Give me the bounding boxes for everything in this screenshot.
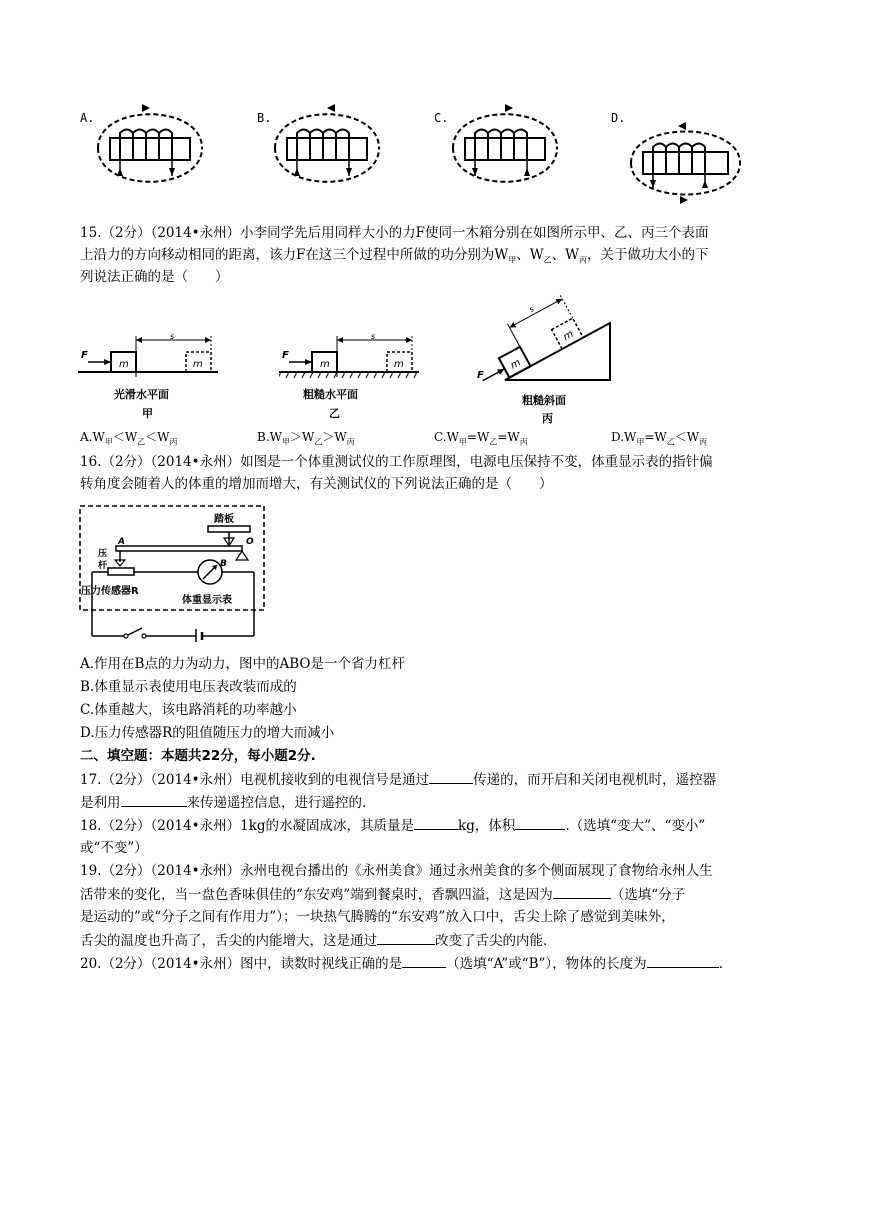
q15-jia-s: s	[170, 332, 175, 341]
q16-rod-label-1: 压	[98, 549, 108, 559]
q15-yi-m2: m	[394, 359, 404, 370]
q14-figure-b	[272, 98, 382, 198]
q20-blank-2[interactable]	[647, 953, 719, 968]
q15-line-3: 列说法正确的是（ ）	[80, 269, 229, 285]
q19-line-2: 活带来的变化，当一盘色香味俱佳的“东安鸡”端到餐桌时，香飘四溢，这是因为 （选填“分子	[80, 884, 685, 905]
q15-text-2: 上沿力的方向移动相同的距离，该力F在这三个过程中所做的功分别为W	[80, 247, 509, 263]
q19-line-1: 19.（2分）（2014•永州）永州电视台播出的《永州美食》通过永州美食的多个侧面展现了食物给永州人生	[80, 863, 713, 879]
q15-option-b: $B.W_甲>W_乙>W_丙$	[257, 430, 355, 447]
q19-blank-1[interactable]	[553, 884, 611, 899]
q15-sub-yi: 乙	[543, 255, 552, 265]
q15-jia-f: F	[81, 350, 88, 361]
q15-jia-surface: 光滑水平面	[114, 388, 169, 401]
q16-option-b: B.体重显示表使用电压表改装而成的	[80, 679, 297, 695]
q15-yi-name: 乙	[329, 407, 340, 420]
q17-line-2: 是利用 来传递遥控信息，进行遥控的.	[80, 792, 366, 813]
q16-line-2: 转角度会随着人的体重的增加而增大，有关测试仪的下列说法正确的是（ ）	[80, 476, 553, 492]
q15-option-c: $C.W_甲=W_乙=W_丙$	[434, 430, 528, 447]
q19-line-3: 是运动的”或“分子之间有作用力”）；一块热气腾腾的“东安鸡”放入口中，舌尖上除了感觉到美味外，	[80, 909, 675, 925]
q20-blank-1[interactable]	[402, 953, 446, 968]
q15-yi-surface: 粗糙水平面	[303, 388, 358, 401]
q15-option-d: $D.W_甲=W_乙<W_丙$	[611, 430, 708, 447]
q16-label-a: A	[118, 537, 125, 547]
q16-pedal-label: 踏板	[214, 514, 234, 525]
q15-line-2: 上沿力的方向移动相同的距离，该力F在这三个过程中所做的功分别为$W_甲$、$W_乙$、$W_丙$，关于做功大小的下	[80, 247, 709, 265]
q19-line-4: 舌尖的温度也升高了，舌尖的内能增大，这是通过 改变了舌尖的内能.	[80, 930, 547, 951]
q15-jia-name: 甲	[142, 407, 153, 420]
q16-line-1: 16.（2分）（2014•永州）如图是一个体重测试仪的工作原理图，电源电压保持不变，体重显示表的指针偏	[80, 454, 713, 470]
q16-figure	[78, 504, 268, 642]
q18-line-1: 18.（2分）（2014•永州）1kg的水凝固成冰，其质量是 kg，体积 .（选填“变大”、“变小”	[80, 815, 705, 836]
q14-option-d-label: D.	[611, 111, 626, 125]
q15-figure-bing	[470, 288, 620, 430]
q15-sub-jia: 甲	[508, 255, 517, 265]
section-2-heading: 二、填空题：本题共22分，每小题2分.	[80, 748, 316, 764]
q14-figure-d	[628, 118, 743, 208]
q14-option-c-label: C.	[434, 111, 449, 125]
q15-bing-name: 丙	[542, 412, 553, 425]
q15-jia-m1: m	[119, 359, 129, 370]
q18-line-2: 或“不变”）	[80, 840, 148, 856]
q15-jia-m2: m	[193, 359, 203, 370]
q18-blank-2[interactable]	[515, 815, 565, 830]
q15-figure-yi	[279, 332, 419, 430]
q15-line-1	[80, 223, 709, 243]
q15-yi-m1: m	[320, 359, 330, 370]
q15-bing-m2: m	[561, 328, 576, 344]
q17-line-1: 17.（2分）（2014•永州）电视机接收到的电视信号是通过 传递的，而开启和关闭电视机时，遥控器	[80, 769, 716, 790]
q15-option-a: $A.W_甲<W_乙<W_丙$	[80, 430, 178, 447]
q15-bing-f: F	[477, 370, 484, 381]
q16-option-d: D.压力传感器R的阻值随压力的增大而减小	[80, 725, 335, 741]
q20-line-1: 20.（2分）（2014•永州）图中，读数时视线正确的是 （选填“A”或“B”），物体的长度为 .	[80, 953, 723, 974]
q15-bing-s: s	[527, 304, 536, 315]
q16-rod-label-2: 杆	[98, 561, 108, 571]
q16-option-c: C.体重越大，该电路消耗的功率越小	[80, 702, 297, 718]
q15-sub-bing: 丙	[579, 255, 588, 265]
q17-blank-1[interactable]	[429, 769, 473, 784]
q15-yi-s: s	[371, 332, 376, 341]
q15-yi-f: F	[282, 350, 289, 361]
q14-figure-c	[450, 98, 560, 198]
q16-meter-label: 体重显示表	[182, 595, 232, 606]
q15-text-1: （2分）（2014•永州）小李同学先后用同样大小的力F使同一木箱分别在如图所示甲、乙、丙三个表面	[101, 225, 709, 241]
q16-option-a: A.作用在B点的力为动力，图中的ABO是一个省力杠杆	[80, 656, 405, 672]
q15-bing-m1: m	[508, 357, 523, 372]
q16-label-o: O	[246, 537, 254, 547]
q16-label-b: B	[220, 559, 227, 569]
q19-blank-2[interactable]	[377, 930, 435, 945]
q18-blank-1[interactable]	[414, 815, 458, 830]
q14-option-a-label: A.	[80, 111, 95, 125]
q14-figure-a	[95, 98, 205, 198]
q15-bing-surface: 粗糙斜面	[522, 394, 566, 407]
q15-figure-jia	[78, 332, 218, 430]
q14-option-b-label: B.	[257, 111, 272, 125]
q15-text-2-tail: ，关于做功大小的下	[587, 247, 709, 263]
q15-number: 15.	[80, 225, 102, 241]
q16-sensor-label: 压力传感器R	[81, 586, 139, 597]
q17-blank-2[interactable]	[121, 792, 187, 807]
